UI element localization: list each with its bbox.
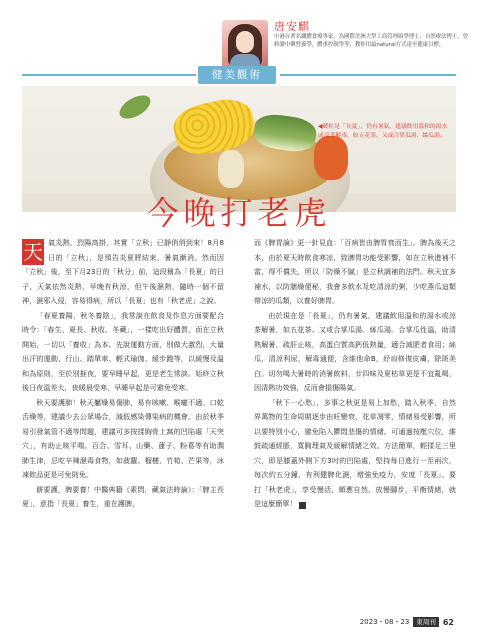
issue-date: 2023・08・23 bbox=[359, 618, 410, 626]
magazine-logo: 東周刊 bbox=[413, 617, 439, 627]
section-banner: 健美觀術 bbox=[198, 66, 276, 84]
paragraph: 由於現在是「長夏」，仍有暑氣，建議飲用溫和的湯水或涼茶解暑，如五花茶、又或合掌瓜湯、絲瓜湯。合掌瓜性溫，助清熱解暑，疏肝止咳，高蛋白質高鈣低熱量，適合減肥者食用；絲瓜，清涼利尿，解毒通便，含維他命B，紓肩修復皮膚，除斑美白。切勿喝大暑時的消暑飲料，廿四味及夏枯草更是不宜亂喝，因清熱功效強，反而會損傷陽氣。 bbox=[254, 310, 456, 392]
page-number: 62 bbox=[442, 617, 454, 627]
page-footer bbox=[360, 617, 454, 627]
root-ingredient bbox=[218, 150, 244, 188]
article-column-right bbox=[254, 236, 456, 512]
paragraph: 餅要護，脾要養！中醫典籍《素問．藏氣法時論》：「脾主長夏」，意指「長夏」養生，重在護脾， bbox=[22, 484, 224, 508]
leaf-garnish bbox=[116, 91, 154, 124]
author-box bbox=[222, 18, 472, 70]
author-name: 唐安麒 bbox=[274, 20, 310, 33]
headline: 今晚打老虎 bbox=[146, 194, 332, 232]
photo-caption: ◀暖粒是「長夏」，仍有暑氣，建議飲用溫和的湯水或涼茶解毒，如五花茶、又或合掌瓜湯、絲瓜湯。 bbox=[318, 123, 448, 139]
paragraph: 「春夏養陽，秋冬養陰」，我常說在飲食及作息方面要配合時令：「春生、夏長、秋收、冬藏」，一樣吃出好體質，而在立秋開始，一切以「養收」為本。先說運動方面，別做大激烈，大量出汗的運動，行山、踏單車、輕式瑜伽、緩步跑等，以緩慢及溫和為原則，至於別捱夜，要早睡早起，更是老生常談。始終立秋後日夜溫差大，夜暖晨受寒，早睡早起是可避免受寒。 bbox=[22, 310, 224, 392]
author-avatar bbox=[222, 20, 268, 68]
end-mark-icon: E bbox=[299, 502, 306, 509]
paragraph: 秋天要護肺！秋天屬燥易傷肺，易有咳嗽、喉嚨不適、口乾舌燥等，建議少去公眾場合，減低感染傳染病的機會。由於秋季易引發氣管不適等問題，建議可多按揉胸骨上窩的凹陷處「天突穴」，有助止咳平喘。百合、雪耳、山藥、蓮子、粉葛等有助潤肺生津，忌吃辛辣濕毒食物，如菠蘿、榴槤、竹筍、芒果等，冰凍飲品更是可免則免。 bbox=[22, 397, 224, 479]
paragraph: 「秋下一心愁」，多事之秋更是易上加愁，踏入秋季，自然界萬物的生命周期逐步由旺變衰，花草凋零，情緒易受影響，所以要特別小心，避免陷入鬱悶悲傷的情緒。可通過按壓穴位，維鼓疏通經脈，寬胸理氣及緩解情緒之效。方法簡單，輕揉足三里穴，即是膝蓋外側下方3吋的凹陷處，堅持每日進行一至兩次，每次約五分鐘，有利健脾化濕，增強免疫力，安度「長夏」。要打「秋老虎」，享受慢活，順應自然，放慢腳步，平衡情緒，就是這麼簡單！ E bbox=[254, 397, 456, 509]
paragraph: 天 氣炎熱，烈陽高掛，其實「立秋」已靜俏俏到來！8月8日的「立秋」，是預告炎夏將結束，暑氣漸消。然而因「立秋」後，至下月23日的「秋分」前，這段稱為「長夏」的日子，天氣依然炎熱，早晚有秋涼，但午後濕熱，隨時一個不留神，濕邪入侵，容易得病，所以「長夏」也有「秋老虎」之說。 bbox=[22, 238, 224, 305]
paragraph: 而《脾胃論》更一針見血：「百病皆由脾胃衰而生」。脾為後天之本，由於夏天時飲食寒凉，致脾胃功能受影響，如在立秋進補不當，得不償失，所以「防燥不膩」是立秋調補的法門。秋天宜多補水，以防膳燥便秘，我會多飲水及吃清涼的粥，少吃燕瓜這類帶涼的瓜類，以養好脾胃。 bbox=[254, 238, 456, 305]
article-column-left bbox=[22, 236, 224, 512]
author-bio: 中港台著名纖體食療專家，為國際美洲大學工商管理碩學博士、自然療法博士，曾修讀中藥營養學，體重控制學等，教你用最natural方式達至健康目標。 bbox=[274, 34, 469, 49]
caption-arrow-icon: ◀ bbox=[318, 123, 323, 130]
carrot-ingredient bbox=[314, 136, 348, 180]
dropcap: 天 bbox=[23, 240, 43, 264]
